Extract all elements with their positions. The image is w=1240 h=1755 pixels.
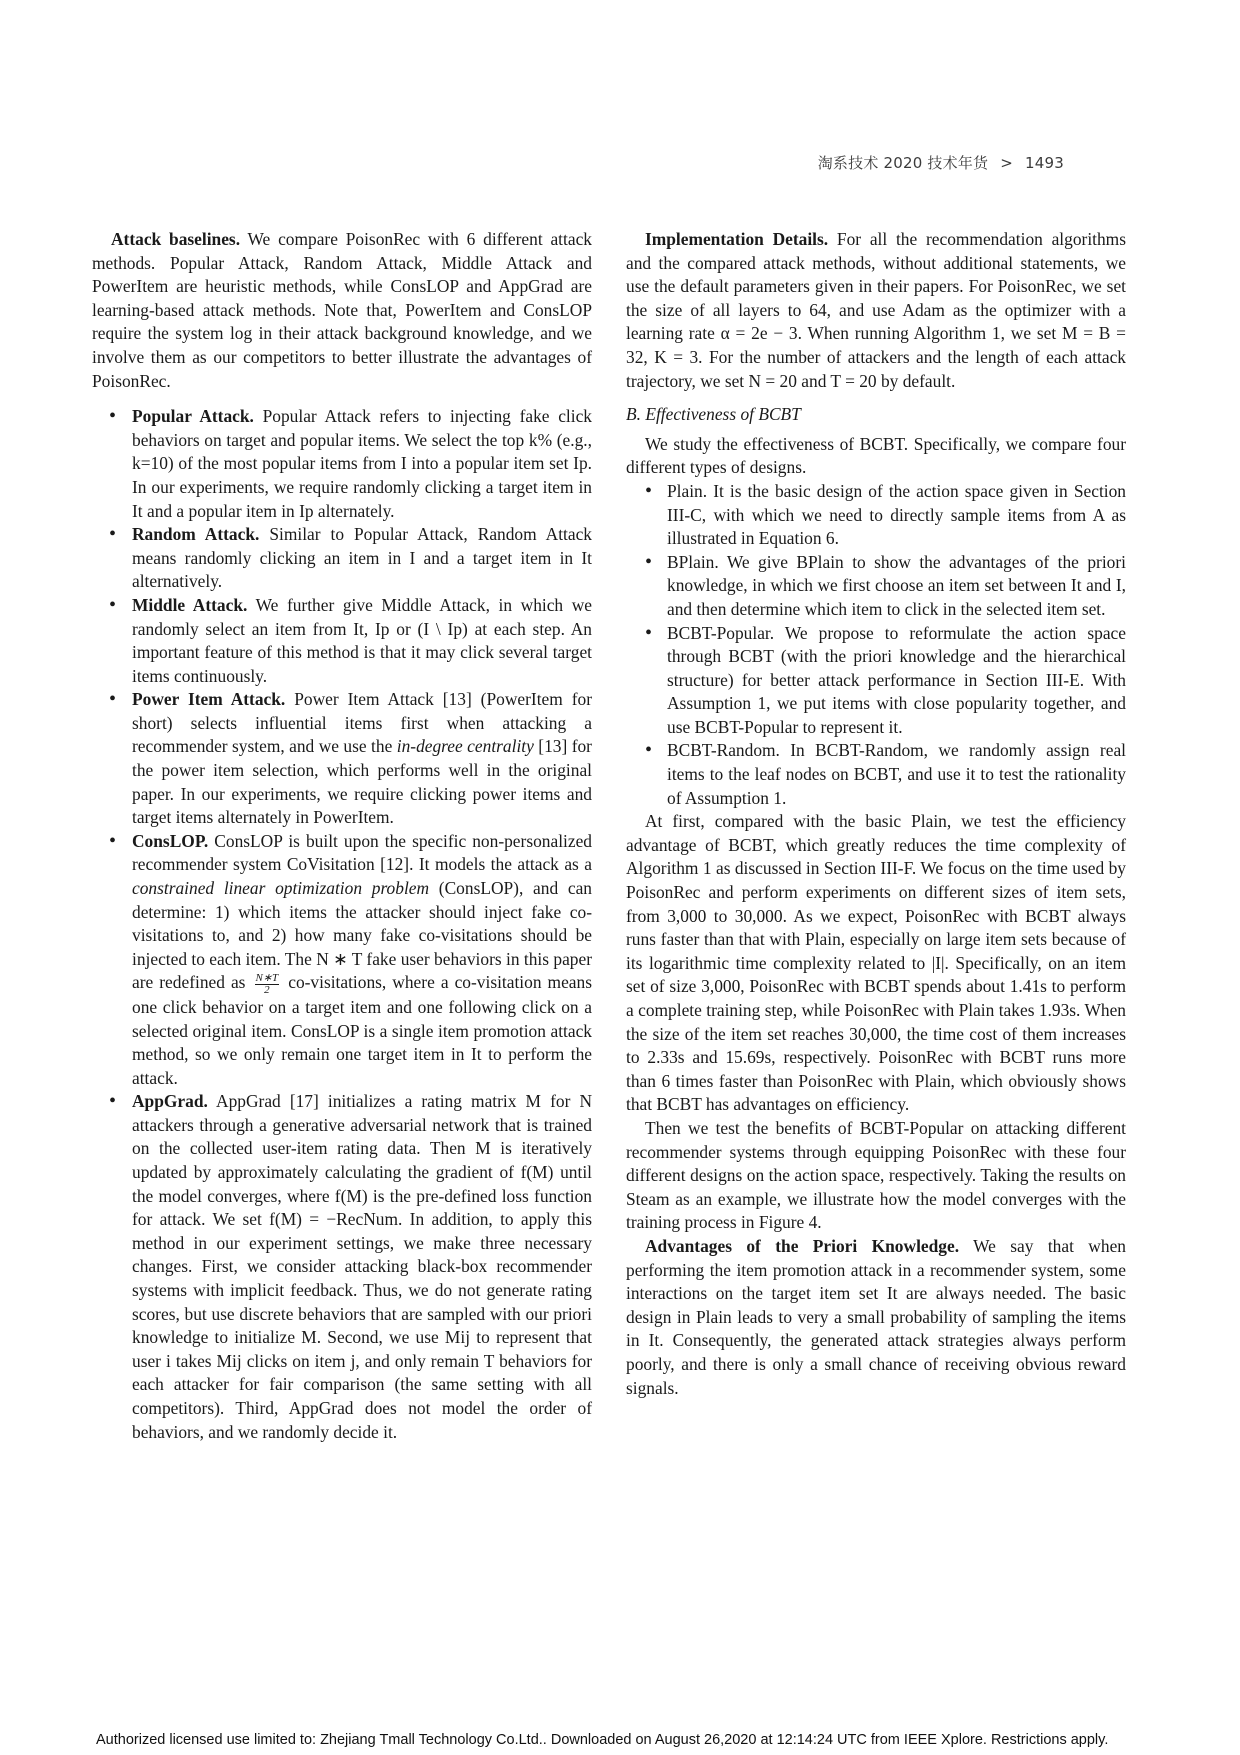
fraction-n-times-t-over-2 (255, 973, 280, 996)
list-item-bcbt-random: • BCBT-Random. In BCBT-Random, we randomly assign real items to the leaf nodes on BCBT, and use it to test the rationality of Assumption 1. (626, 739, 1126, 810)
attack-baselines-title: Attack baselines. (111, 229, 241, 249)
random-attack-body: Similar to Popular Attack, Random Attack means randomly clicking an item in I and a target item in It alternatively. (132, 524, 593, 592)
conslop-title: ConsLOP. (132, 830, 209, 851)
header-separator: > (1000, 154, 1014, 172)
list-item-bplain: • BPlain. We give BPlain to show the advantages of the priori knowledge, in which we first choose an item set between It and I, and then determine which item to click in the selected item set. (626, 551, 1126, 622)
appgrad-title: AppGrad. (132, 1091, 208, 1112)
middle-attack-body: We further give Middle Attack, in which we randomly select an item from It, Ip or (I \ Ip) at each step. An important feature of this method is that it may click several target items continuously. (132, 594, 592, 686)
priori-knowledge-body: We say that when performing the item promotion attack in a recommender system, some interactions on the target item set It are always needed. The basic design in Plain leads to very a small probability of sampling the items in It. Consequently, the generated attack strategies always perform poorly, and there is only a small chance of receiving obvious reward signals. (626, 1235, 1126, 1398)
attack-baselines-body: We compare PoisonRec with 6 different attack methods. Popular Attack, Random Attack, Middle Attack and PowerItem are heuristic methods, while ConsLOP and AppGrad are learning-based attack methods. Note that, PowerItem and ConsLOP require the system log in their attack background knowledge, and we involve them as our competitors to better illustrate the advantages of PoisonRec. (92, 229, 592, 391)
middle-attack-title: Middle Attack. (132, 594, 248, 615)
power-item-body-1: Power Item Attack [13] (PowerItem for short) selects influential items first when attacking a recommender system, and we use the (132, 689, 592, 757)
design-list (626, 480, 1126, 810)
fraction-denominator: 2 (264, 983, 270, 996)
list-item-random-attack (92, 523, 592, 594)
priori-knowledge-paragraph (626, 1235, 1126, 1400)
publication-title: 淘系技术 2020 技术年货 (817, 154, 989, 172)
implementation-details-title: Implementation Details. (645, 229, 829, 249)
left-column (92, 228, 592, 1444)
implementation-details-paragraph (626, 228, 1126, 393)
popular-attack-title: Popular Attack. (132, 406, 254, 427)
list-item-power-item-attack (92, 688, 592, 830)
conslop-body-2: (ConsLOP), and can determine: 1) which items the attacker should inject fake co-visitations to, and 2) how many fake co-visitations should be injected to each item. The N ∗ T fake user behaviors in this paper are redefined as (132, 878, 592, 993)
priori-knowledge-title: Advantages of the Priori Knowledge. (645, 1235, 960, 1256)
page-header (818, 152, 1064, 173)
popular-attack-body: Popular Attack refers to injecting fake click behaviors on target and popular items. We select the top k% (e.g., k=10) of the most popular items from I into a popular item set Ip. In our experiments, we require randomly clicking a target item in It and a popular item in Ip alternately. (132, 406, 592, 521)
conslop-body-1: ConsLOP is built upon the specific non-personalized recommender system CoVisitation [12]. It models the attack as a (132, 830, 592, 875)
list-item-plain: • Plain. It is the basic design of the action space given in Section III-C, with which we need to directly sample items from A as illustrated in Equation 6. (626, 480, 1126, 551)
in-degree-centrality-term: in-degree centrality (396, 736, 534, 757)
appgrad-body: AppGrad [17] initializes a rating matrix M for N attackers through a generative adversarial network that is trained on the collected user-item rating data. Then M is iteratively updated by approximately calculating the gradient of f(M) until the model converges, where f(M) is the pre-defined loss function for attack. We set f(M) = −RecNum. In addition, to apply this method in our experiment settings, we make three necessary changes. First, we consider attacking black-box recommender systems with implicit feedback. Thus, we do not generate rating scores, but use discrete behaviors that are sampled with our priori knowledge to initialize M. Second, we use Mij to represent that user i takes Mij clicks on item j, and only remain T behaviors for each attacker for fair comparison (the same setting with all competitors). Third, AppGrad does not model the order of behaviors, and we randomly decide it. (132, 1091, 593, 1442)
conslop-body-3: co-visitations, where a co-visitation means one click behavior on a target item and one following click on a selected original item. ConsLOP is a single item promotion attack method, so we only remain one target item in It to perform the attack. (132, 972, 592, 1088)
list-item-popular-attack (92, 405, 592, 523)
random-attack-title: Random Attack. (132, 524, 260, 545)
list-item-bcbt-popular: • BCBT-Popular. We propose to reformulate the action space through BCBT (with the priori knowledge and the hierarchical structure) for better attack performance in Section III-E. With Assumption 1, we put items with close popularity together, and use BCBT-Popular to represent it. (626, 622, 1126, 740)
list-item-conslop (92, 830, 592, 1090)
efficiency-paragraph: At first, compared with the basic Plain, we test the efficiency advantage of BCBT, which greatly reduces the time complexity of Algorithm 1 as discussed in Section III-F. We focus on the time used by PoisonRec and perform experiments on different sizes of item sets, from 3,000 to 30,000. As we expect, PoisonRec with BCBT always runs faster than that with Plain, especially on large item sets because of its logarithmic time complexity related to |I|. Specifically, on an item set of size 3,000, PoisonRec with BCBT spends about 1.41s to perform a complete training step, while PoisonRec with Plain takes 1.93s. When the size of the item set reaches 30,000, the time cost of them increases to 2.33s and 15.69s, respectively. PoisonRec with BCBT runs more than 6 times faster than PoisonRec with Plain, which obviously shows that BCBT has advantages on efficiency. (626, 811, 1126, 1115)
study-paragraph: We study the effectiveness of BCBT. Specifically, we compare four different types of designs. (626, 433, 1126, 478)
benefits-paragraph: Then we test the benefits of BCBT-Popular on attacking different recommender systems through equipping PoisonRec with these four different designs on the action space, respectively. Taking the results on Steam as an example, we illustrate how the model converges with the training process in Figure 4. (626, 1117, 1126, 1233)
license-footer: Authorized licensed use limited to: Zhejiang Tmall Technology Co.Ltd.. Downloaded on August 26,2020 at 12:14:24 UTC from IEEE Xplore. Restrictions apply. (96, 1732, 1109, 1748)
power-item-attack-title: Power Item Attack. (132, 689, 286, 710)
baseline-list (92, 405, 592, 1444)
power-item-body-2: [13] for the power item selection, which performs well in the original paper. In our experiments, we require clicking power items and target items alternately in PowerItem. (132, 736, 592, 828)
section-heading-effectiveness: B. Effectiveness of BCBT (626, 404, 801, 425)
implementation-details-body: For all the recommendation algorithms and the compared attack methods, without additional statements, we use the default parameters given in their papers. For PoisonRec, we set the size of all layers to 64, and use Adam as the optimizer with a learning rate α = 2e − 3. When running Algorithm 1, we set M = B = 32, K = 3. For the number of attackers and the length of each attack trajectory, we set N = 20 and T = 20 by default. (626, 229, 1126, 391)
list-item-appgrad (92, 1090, 592, 1444)
list-item-middle-attack (92, 594, 592, 688)
right-column (626, 228, 1126, 1400)
attack-baselines-paragraph (92, 228, 592, 393)
page-number: 1493 (1025, 154, 1064, 172)
fraction-numerator: N∗T (255, 971, 279, 984)
conslop-term: constrained linear optimization problem (132, 878, 430, 899)
